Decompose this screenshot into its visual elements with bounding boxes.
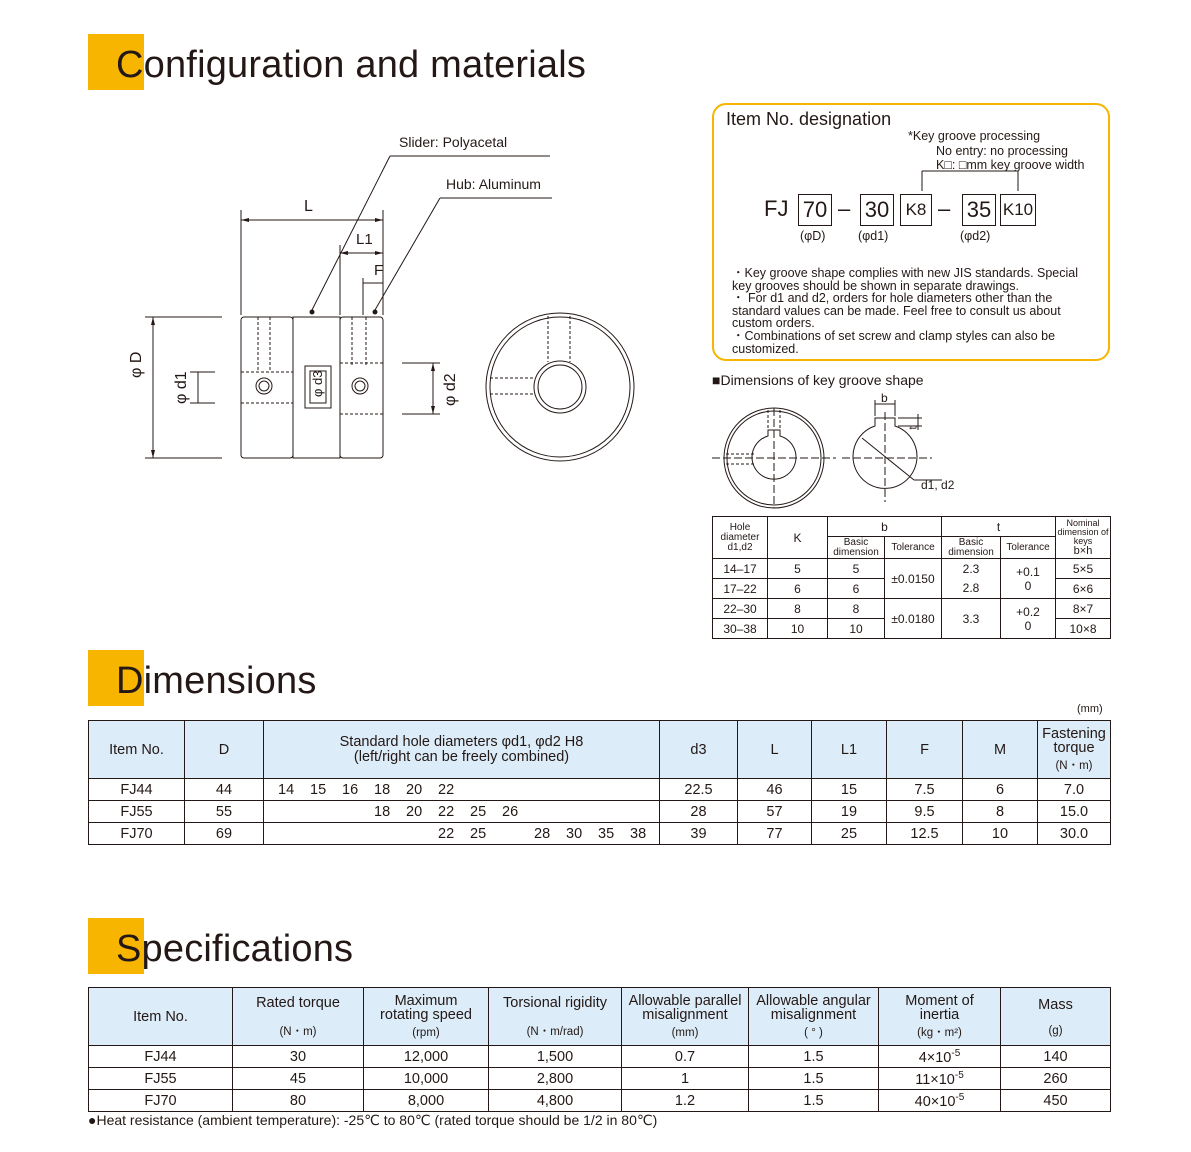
spec-cell-mass: 140 <box>1001 1046 1111 1068</box>
hole-diameter: 35 <box>598 826 615 842</box>
kt-row-K: 5 <box>768 559 828 579</box>
dim-cell-M: 10 <box>963 823 1038 845</box>
inertia-exponent: -5 <box>955 1091 965 1103</box>
spec-hdr-rigidity: Torsional rigidity (N・m/rad) <box>489 988 622 1046</box>
kt-row-t: 2.3 <box>942 559 1001 579</box>
spec-hdr-inertia: Moment of inertia (kg・m²) <box>879 988 1001 1046</box>
dimensions-table <box>88 720 1111 845</box>
sub-d2: (φd2) <box>960 229 991 243</box>
dim-hdr-d3: d3 <box>660 721 738 779</box>
dim-cell-F: 7.5 <box>887 779 963 801</box>
kt-row-b: 10 <box>828 619 885 639</box>
slider-label: Slider: Polyacetal <box>399 134 508 150</box>
hole-diameter: 15 <box>310 782 327 798</box>
kt-row-b: 5 <box>828 559 885 579</box>
specs-table <box>88 987 1111 1112</box>
dim-cell-L1: 25 <box>812 823 887 845</box>
dimensions-title-text: Dimensions <box>116 660 317 702</box>
dim-cell-L1: 19 <box>812 801 887 823</box>
kt-t-tol-1: +0.1 0 <box>1001 559 1056 599</box>
dim-cell-holes <box>264 801 660 823</box>
dim-cell-torque: 7.0 <box>1038 779 1111 801</box>
hole-diameter: 18 <box>374 782 391 798</box>
dim-cell-holes <box>264 779 660 801</box>
designation-notes <box>732 267 1097 355</box>
dim-hdr-M: M <box>963 721 1038 779</box>
hole-diameter: 25 <box>470 804 487 820</box>
keygroove-table <box>712 516 1111 639</box>
kt-row-t: 2.8 <box>942 579 1001 599</box>
spec-cell-item: FJ70 <box>89 1090 233 1112</box>
key-note-1: *Key groove processing <box>908 129 1041 143</box>
code-dash-1: – <box>838 196 851 221</box>
hole-diameter: 20 <box>406 804 423 820</box>
spec-cell-rig: 1,500 <box>489 1046 622 1068</box>
spec-table-row <box>89 1046 1111 1068</box>
dimensions-unit: (mm) <box>1077 703 1103 715</box>
kt-row-b: 8 <box>828 599 885 619</box>
hole-diameter: 16 <box>342 782 359 798</box>
spec-cell-inertia <box>879 1046 1001 1068</box>
kt-row-hole: 14–17 <box>713 559 768 579</box>
spec-cell-inertia <box>879 1090 1001 1112</box>
dim-D-label: φ D <box>128 351 145 378</box>
spec-cell-inertia <box>879 1068 1001 1090</box>
specs-title-text: Specifications <box>116 928 354 970</box>
dim-cell-torque: 30.0 <box>1038 823 1111 845</box>
kt-hdr-t: t <box>942 517 1056 537</box>
dim-cell-L: 46 <box>738 779 812 801</box>
dim-cell-d3: 28 <box>660 801 738 823</box>
heat-resistance-footnote: ●Heat resistance (ambient temperature): -25℃ to 80℃ (rated torque should be 1/2 in 80℃) <box>88 1112 658 1128</box>
spec-cell-speed: 10,000 <box>364 1068 489 1090</box>
spec-table-row <box>89 1090 1111 1112</box>
dim-hdr-L: L <box>738 721 812 779</box>
kt-hdr-nom: Nominal dimension of keys b×h <box>1057 518 1109 557</box>
spec-cell-rated: 45 <box>233 1068 364 1090</box>
coupling-drawing <box>120 130 710 480</box>
code-d2-box: 35 <box>962 194 996 226</box>
kt-hdr-K: K <box>768 517 828 559</box>
spec-hdr-rated: Rated torque (N・m) <box>233 988 364 1046</box>
spec-table-row <box>89 1068 1111 1090</box>
label-t: t <box>907 426 920 430</box>
dim-hdr-D: D <box>185 721 264 779</box>
kt-row-nom: 10×8 <box>1056 619 1111 639</box>
inertia-exponent: -5 <box>954 1069 964 1081</box>
dim-table-row <box>89 801 1111 823</box>
dim-hdr-holes: Standard hole diameters φd1, φd2 H8 (left/right can be freely combined) <box>264 721 660 779</box>
dim-cell-item: FJ44 <box>89 779 185 801</box>
spec-cell-ang: 1.5 <box>749 1068 879 1090</box>
note-2: ・ For d1 and d2, orders for hole diameters other than the standard values can be made. Feel free to consult us about custom orders. <box>732 291 1061 331</box>
sub-d1: (φd1) <box>858 229 889 243</box>
kt-hdr-hole: Hole diameter d1,d2 <box>713 517 768 559</box>
kt-row-K: 10 <box>768 619 828 639</box>
key-note-2: No entry: no processing <box>936 144 1069 158</box>
note-1: ・Key groove shape complies with new JIS standards. Special key grooves should be shown in separate drawings. <box>732 266 1079 293</box>
hole-diameter: 25 <box>470 826 487 842</box>
label-b: b <box>881 391 888 405</box>
kt-row-b: 6 <box>828 579 885 599</box>
dim-cell-torque: 15.0 <box>1038 801 1111 823</box>
dim-cell-d3: 22.5 <box>660 779 738 801</box>
dim-hdr-item: Item No. <box>89 721 185 779</box>
key-note-3: K□: □mm key groove width <box>936 158 1085 172</box>
hole-diameter: 14 <box>278 782 295 798</box>
dim-hdr-F: F <box>887 721 963 779</box>
kt-hdr-b-tol: Tolerance <box>885 537 942 559</box>
spec-cell-mass: 450 <box>1001 1090 1111 1112</box>
kt-t-tol-2: +0.2 0 <box>1001 599 1056 639</box>
dim-cell-item: FJ70 <box>89 823 185 845</box>
dim-d3-label: φ d3 <box>310 370 325 397</box>
dim-hdr-L1: L1 <box>812 721 887 779</box>
dim-table-row <box>89 823 1111 845</box>
dim-cell-holes <box>264 823 660 845</box>
spec-hdr-item: Item No. <box>89 988 233 1046</box>
spec-hdr-parallel: Allowable parallel misalignment (mm) <box>622 988 749 1046</box>
spec-cell-rig: 4,800 <box>489 1090 622 1112</box>
hole-diameter: 22 <box>438 782 455 798</box>
inertia-value: 11×10 <box>915 1071 955 1088</box>
dim-cell-M: 6 <box>963 779 1038 801</box>
spec-cell-item: FJ55 <box>89 1068 233 1090</box>
label-d1d2: d1, d2 <box>921 478 955 492</box>
spec-hdr-mass: Mass (g) <box>1001 988 1111 1046</box>
spec-cell-speed: 8,000 <box>364 1090 489 1112</box>
dim-F-label: F <box>374 262 384 279</box>
inertia-exponent: -5 <box>951 1047 961 1059</box>
code-dash-2: – <box>938 196 951 221</box>
spec-cell-ang: 1.5 <box>749 1046 879 1068</box>
spec-cell-par: 0.7 <box>622 1046 749 1068</box>
keygroove-drawing <box>712 392 992 512</box>
spec-hdr-angular: Allowable angular misalignment ( ° ) <box>749 988 879 1046</box>
sub-D: (φD) <box>800 229 826 243</box>
kt-hdr-t-basic: Basic dimension <box>942 537 1001 559</box>
dim-hdr-torque: Fastening torque (N・m) <box>1038 721 1111 779</box>
kt-row-t: 3.3 <box>942 599 1001 639</box>
kt-hdr-t-tol: Tolerance <box>1001 537 1056 559</box>
kt-row-nom: 8×7 <box>1056 599 1111 619</box>
keygroove-title: ■Dimensions of key groove shape <box>712 372 924 388</box>
hole-diameter: 26 <box>502 804 519 820</box>
code-K1-box: K8 <box>900 194 932 226</box>
kt-b-tol-1: ±0.0150 <box>885 559 942 599</box>
dim-L1-label: L1 <box>356 231 373 248</box>
hole-diameter: 38 <box>630 826 647 842</box>
spec-cell-rated: 80 <box>233 1090 364 1112</box>
hub-label: Hub: Aluminum <box>446 176 541 192</box>
kt-hdr-b: b <box>828 517 942 537</box>
kt-row-K: 8 <box>768 599 828 619</box>
spec-hdr-speed: Maximum rotating speed (rpm) <box>364 988 489 1046</box>
code-prefix: FJ <box>764 196 789 221</box>
dim-table-row <box>89 779 1111 801</box>
kt-row-hole: 22–30 <box>713 599 768 619</box>
hole-diameter: 28 <box>534 826 551 842</box>
kt-b-tol-2: ±0.0180 <box>885 599 942 639</box>
hole-diameter: 22 <box>438 826 455 842</box>
dim-cell-L: 77 <box>738 823 812 845</box>
kt-row-hole: 17–22 <box>713 579 768 599</box>
spec-cell-ang: 1.5 <box>749 1090 879 1112</box>
inertia-value: 4×10 <box>918 1049 952 1066</box>
hole-diameter: 22 <box>438 804 455 820</box>
dim-cell-item: FJ55 <box>89 801 185 823</box>
config-title-text: Configuration and materials <box>116 44 587 86</box>
dim-d1-label: φ d1 <box>173 371 190 404</box>
kt-row-hole: 30–38 <box>713 619 768 639</box>
spec-cell-rated: 30 <box>233 1046 364 1068</box>
spec-cell-mass: 260 <box>1001 1068 1111 1090</box>
hole-diameter: 30 <box>566 826 583 842</box>
spec-cell-speed: 12,000 <box>364 1046 489 1068</box>
code-D-box: 70 <box>798 194 832 226</box>
designation-box <box>712 103 1110 361</box>
hole-diameter: 18 <box>374 804 391 820</box>
spec-cell-par: 1.2 <box>622 1090 749 1112</box>
note-3: ・Combinations of set screw and clamp styles can also be customized. <box>732 328 1056 356</box>
kt-row-K: 6 <box>768 579 828 599</box>
kt-hdr-b-basic: Basic dimension <box>828 537 885 559</box>
dim-cell-F: 9.5 <box>887 801 963 823</box>
dim-L-label: L <box>304 198 313 215</box>
dim-cell-L: 57 <box>738 801 812 823</box>
dim-cell-F: 12.5 <box>887 823 963 845</box>
spec-cell-par: 1 <box>622 1068 749 1090</box>
code-K2-box: K10 <box>1000 194 1036 226</box>
dim-cell-L1: 15 <box>812 779 887 801</box>
dim-cell-D: 69 <box>185 823 264 845</box>
designation-title: Item No. designation <box>726 109 892 129</box>
kt-row-nom: 5×5 <box>1056 559 1111 579</box>
spec-cell-item: FJ44 <box>89 1046 233 1068</box>
dim-d2-label: φ d2 <box>442 373 459 406</box>
inertia-value: 40×10 <box>914 1093 956 1110</box>
kt-row-nom: 6×6 <box>1056 579 1111 599</box>
dim-cell-M: 8 <box>963 801 1038 823</box>
dim-cell-d3: 39 <box>660 823 738 845</box>
dim-cell-D: 55 <box>185 801 264 823</box>
hole-diameter: 20 <box>406 782 423 798</box>
code-d1-box: 30 <box>860 194 894 226</box>
dim-cell-D: 44 <box>185 779 264 801</box>
spec-cell-rig: 2,800 <box>489 1068 622 1090</box>
